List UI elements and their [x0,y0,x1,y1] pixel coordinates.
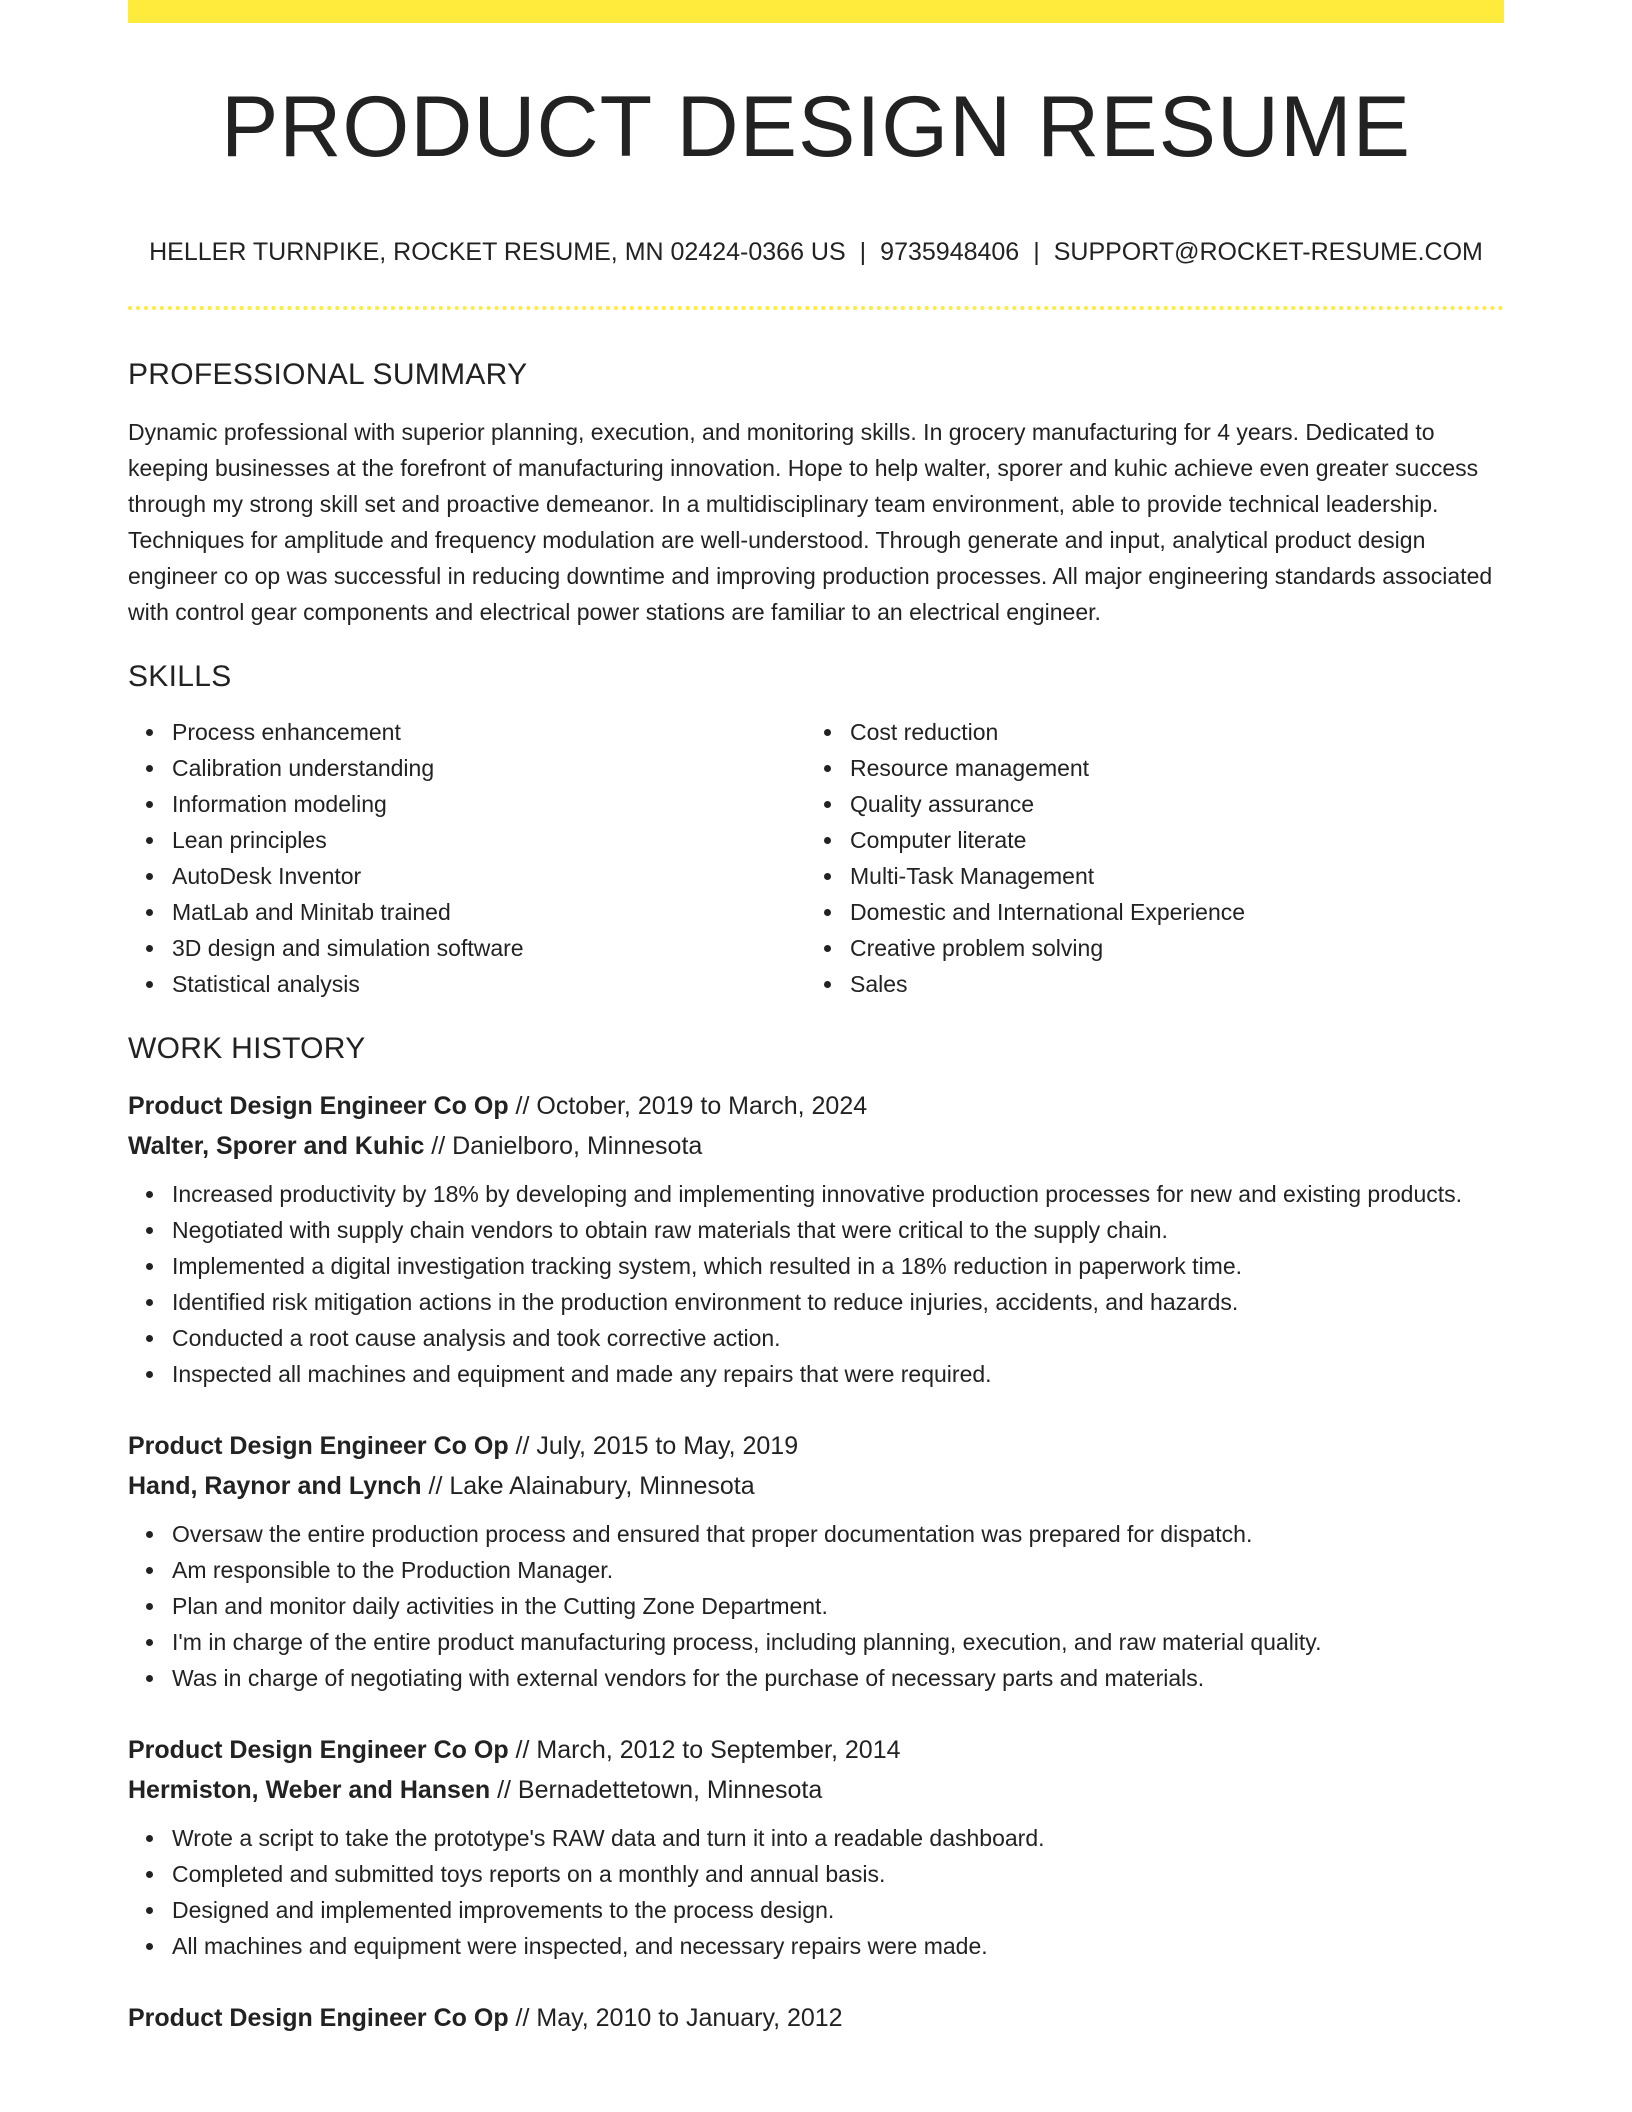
job-bullet: All machines and equipment were inspected, and necessary repairs were made. [172,1928,1504,1964]
contact-separator: | [1033,238,1040,266]
job-company: Hermiston, Weber and Hansen [128,1776,491,1804]
resume-content [128,354,1504,2038]
job-bullet: Conducted a root cause analysis and took corrective action. [172,1320,1504,1356]
job-title-line [128,1998,1504,2038]
job-bullet: Increased productivity by 18% by developing and implementing innovative production processes for new and existing products. [172,1176,1504,1212]
accent-bar [128,0,1504,23]
job-entry [128,1086,1504,1392]
job-company-line [128,1466,1504,1506]
job-dates: // July, 2015 to May, 2019 [508,1432,799,1460]
job-location: // Lake Alainabury, Minnesota [421,1472,755,1500]
job-bullet: Inspected all machines and equipment and made any repairs that were required. [172,1356,1504,1392]
skill-item: Lean principles [172,822,806,858]
job-dates: // March, 2012 to September, 2014 [508,1736,901,1764]
contact-email[interactable]: SUPPORT@ROCKET-RESUME.COM [1053,238,1483,266]
job-entry [128,1426,1504,1696]
skills-list-left [128,714,806,1002]
job-title-line [128,1086,1504,1126]
job-bullet: Negotiated with supply chain vendors to obtain raw materials that were critical to the supply chain. [172,1212,1504,1248]
job-title: Product Design Engineer Co Op [128,1432,509,1460]
job-title: Product Design Engineer Co Op [128,1092,509,1120]
skill-item: Resource management [850,750,1484,786]
job-bullet: Plan and monitor daily activities in the Cutting Zone Department. [172,1588,1504,1624]
skill-item: Calibration understanding [172,750,806,786]
job-company-line [128,1126,1504,1166]
job-title-line [128,1730,1504,1770]
skill-item: Computer literate [850,822,1484,858]
contact-address: HELLER TURNPIKE, ROCKET RESUME, MN 02424-0366 US [149,238,846,266]
job-dates: // October, 2019 to March, 2024 [508,1092,868,1120]
skill-item: Quality assurance [850,786,1484,822]
job-company: Hand, Raynor and Lynch [128,1472,422,1500]
job-bullet: Designed and implemented improvements to the process design. [172,1892,1504,1928]
job-bullet: I'm in charge of the entire product manufacturing process, including planning, execution, and raw material quality. [172,1624,1504,1660]
skills-section [128,656,1504,1002]
skill-item: Multi-Task Management [850,858,1484,894]
skill-item: Process enhancement [172,714,806,750]
job-bullet: Identified risk mitigation actions in the production environment to reduce injuries, accidents, and hazards. [172,1284,1504,1320]
job-bullets [128,1820,1504,1964]
skills-columns [128,714,1504,1002]
job-company: Walter, Sporer and Kuhic [128,1132,425,1160]
work-history-heading: WORK HISTORY [128,1032,366,1065]
skill-item: Statistical analysis [172,966,806,1002]
job-bullet: Implemented a digital investigation tracking system, which resulted in a 18% reduction in paperwork time. [172,1248,1504,1284]
skills-list-right [806,714,1484,1002]
job-dates: // May, 2010 to January, 2012 [508,2004,843,2032]
job-bullet: Wrote a script to take the prototype's RAW data and turn it into a readable dashboard. [172,1820,1504,1856]
skill-item: AutoDesk Inventor [172,858,806,894]
contact-line [128,238,1504,267]
contact-phone: 9735948406 [880,238,1020,266]
skill-item: Information modeling [172,786,806,822]
contact-separator: | [859,238,867,266]
skills-heading: SKILLS [128,660,232,693]
skill-item: 3D design and simulation software [172,930,806,966]
skill-item: Domestic and International Experience [850,894,1484,930]
job-location: // Bernadettetown, Minnesota [490,1776,823,1804]
skill-item: Sales [850,966,1484,1002]
summary-section [128,354,1504,630]
job-bullet: Completed and submitted toys reports on a monthly and annual basis. [172,1856,1504,1892]
job-bullets [128,1176,1504,1392]
job-title-line [128,1426,1504,1466]
summary-heading: PROFESSIONAL SUMMARY [128,358,528,391]
job-title: Product Design Engineer Co Op [128,1736,509,1764]
job-bullets [128,1516,1504,1696]
work-history-section [128,1028,1504,2038]
dotted-divider [128,306,1504,310]
job-bullet: Was in charge of negotiating with external vendors for the purchase of necessary parts and materials. [172,1660,1504,1696]
summary-text: Dynamic professional with superior planning, execution, and monitoring skills. In grocery manufacturing for 4 years. Dedicated to keeping businesses at the forefront of manufacturing innovation. Hope to help walter, sporer and kuhic achieve even greater success through my strong skill set and proactive demeanor. In a multidisciplinary team environment, able to provide technical leadership. Techniques for amplitude and frequency modulation are well-understood. Through generate and input, analytical product design engineer co op was successful in reducing downtime and improving production processes. All major engineering standards associated with control gear components and electrical power stations are familiar to an electrical engineer. [128,419,1493,625]
job-title: Product Design Engineer Co Op [128,2004,509,2032]
job-entry [128,1998,1504,2038]
job-location: // Danielboro, Minnesota [424,1132,703,1160]
job-company-line [128,1770,1504,1810]
skill-item: Creative problem solving [850,930,1484,966]
resume-title: PRODUCT DESIGN RESUME [220,79,1412,175]
job-bullet: Am responsible to the Production Manager. [172,1552,1504,1588]
job-entry [128,1730,1504,1964]
skill-item: Cost reduction [850,714,1484,750]
job-bullet: Oversaw the entire production process and ensured that proper documentation was prepared for dispatch. [172,1516,1504,1552]
skill-item: MatLab and Minitab trained [172,894,806,930]
